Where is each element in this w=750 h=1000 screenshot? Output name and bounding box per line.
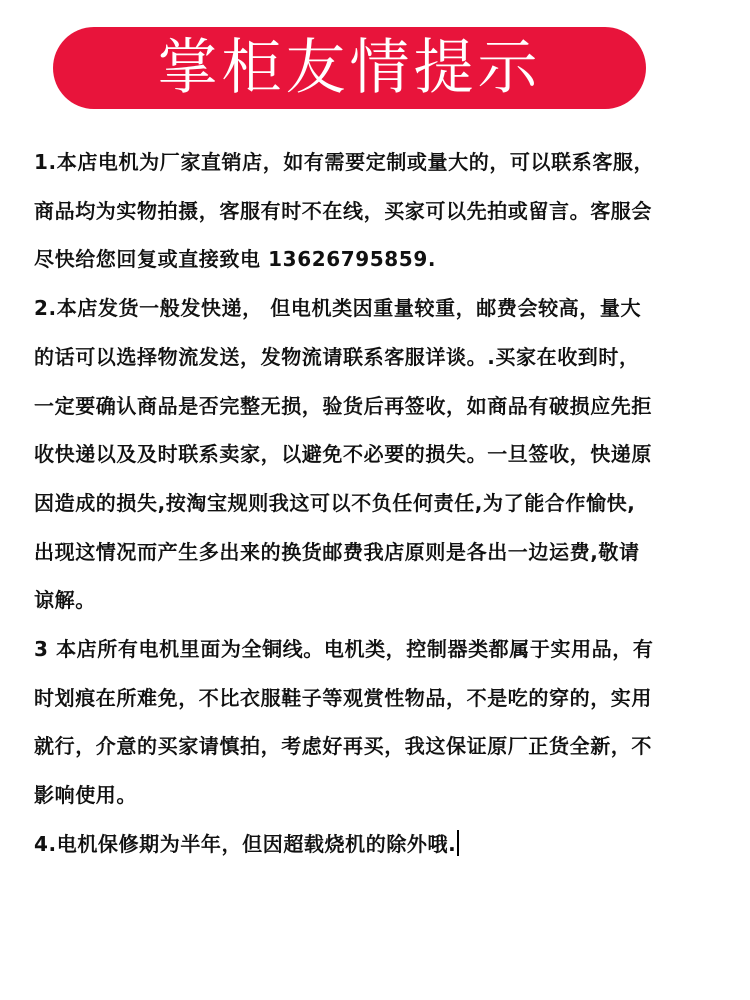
notice-line: 因造成的损失,按淘宝规则我这可以不负任何责任,为了能合作愉快, (34, 490, 636, 515)
notice-item-2 (34, 284, 698, 625)
notice-item-4 (34, 820, 698, 869)
text-cursor (457, 830, 459, 856)
notice-line: 2.本店发货一般发快递， 但电机类因重量较重，邮费会较高，量大 (34, 296, 642, 321)
notice-line: 4.电机保修期为半年，但因超载烧机的除外哦. (34, 831, 457, 856)
notice-item-3 (34, 625, 698, 820)
notice-line: 的话可以选择物流发送，发物流请联系客服详谈。.买家在收到时， (34, 344, 640, 369)
notice-line: 商品均为实物拍摄，客服有时不在线，买家可以先拍或留言。客服会 (34, 198, 652, 223)
title-banner (53, 27, 646, 109)
notice-line: 时划痕在所难免，不比衣服鞋子等观赏性物品，不是吃的穿的，实用 (34, 685, 652, 710)
notice-text (34, 138, 698, 869)
notice-item-1 (34, 138, 698, 284)
notice-line: 收快递以及及时联系卖家，以避免不必要的损失。一旦签收，快递原 (34, 442, 652, 467)
notice-line: 1.本店电机为厂家直销店，如有需要定制或量大的，可以联系客服， (34, 150, 655, 174)
notice-line: 3 本店所有电机里面为全铜线。电机类，控制器类都属于实用品，有 (34, 637, 654, 662)
notice-line: 出现这情况而产生多出来的换货邮费我店原则是各出一边运费,敬请 (34, 539, 640, 564)
notice-line-last (34, 820, 698, 869)
banner-title: 掌柜友情提示 (157, 33, 542, 103)
notice-line: 谅解。 (34, 588, 96, 613)
notice-line: 影响使用。 (34, 783, 137, 808)
notice-line: 就行，介意的买家请慎拍，考虑好再买，我这保证原厂正货全新，不 (34, 734, 652, 759)
notice-line: 尽快给您回复或直接致电 13626795859. (34, 247, 437, 272)
notice-line: 一定要确认商品是否完整无损，验货后再签收，如商品有破损应先拒 (34, 393, 652, 418)
